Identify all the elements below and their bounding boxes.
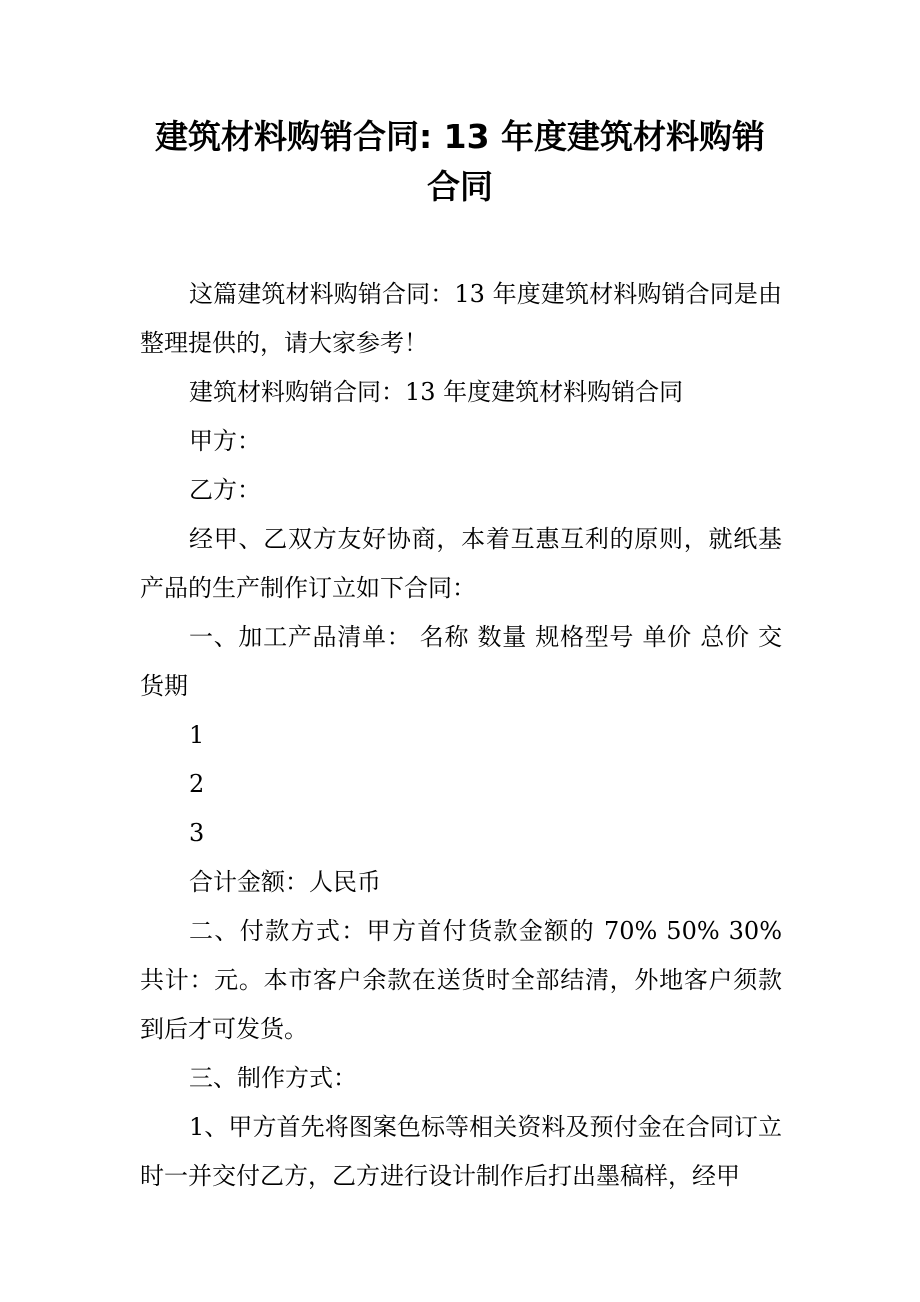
- list-item: 3: [189, 819, 205, 847]
- list-item: 1: [189, 721, 205, 749]
- document-title: 建筑材料购销合同: 13 年度建筑材料购销合同: [154, 117, 766, 206]
- document-body: [140, 270, 782, 1201]
- party-a-label: 甲方：: [189, 427, 261, 455]
- paragraph-agreement: 经甲、乙双方友好协商，本着互惠互利的原则，就纸基产品的生产制作订立如下合同：: [140, 525, 782, 602]
- production-clause-1: 1、甲方首先将图案色标等相关资料及预付金在合同订立时一并交付乙方，乙方进行设计制作后打出墨稿样，经甲: [140, 1113, 782, 1190]
- section-payment: 二、付款方式：甲方首付货款金额的 70% 50% 30% 共计：元。本市客户余款在送货时全部结清，外地客户须款到后才可发货。: [140, 917, 782, 1043]
- total-amount: 合计金额：人民币: [189, 868, 381, 896]
- paragraph-intro: 这篇建筑材料购销合同：13 年度建筑材料购销合同是由整理提供的，请大家参考！: [140, 280, 782, 357]
- list-item: 2: [189, 770, 205, 798]
- section-production: 三、制作方式：: [189, 1064, 357, 1092]
- paragraph-subtitle: 建筑材料购销合同：13 年度建筑材料购销合同: [189, 378, 684, 406]
- section-product-list: 一、加工产品清单： 名称 数量 规格型号 单价 总价 交货期: [140, 623, 782, 700]
- party-b-label: 乙方：: [189, 476, 261, 504]
